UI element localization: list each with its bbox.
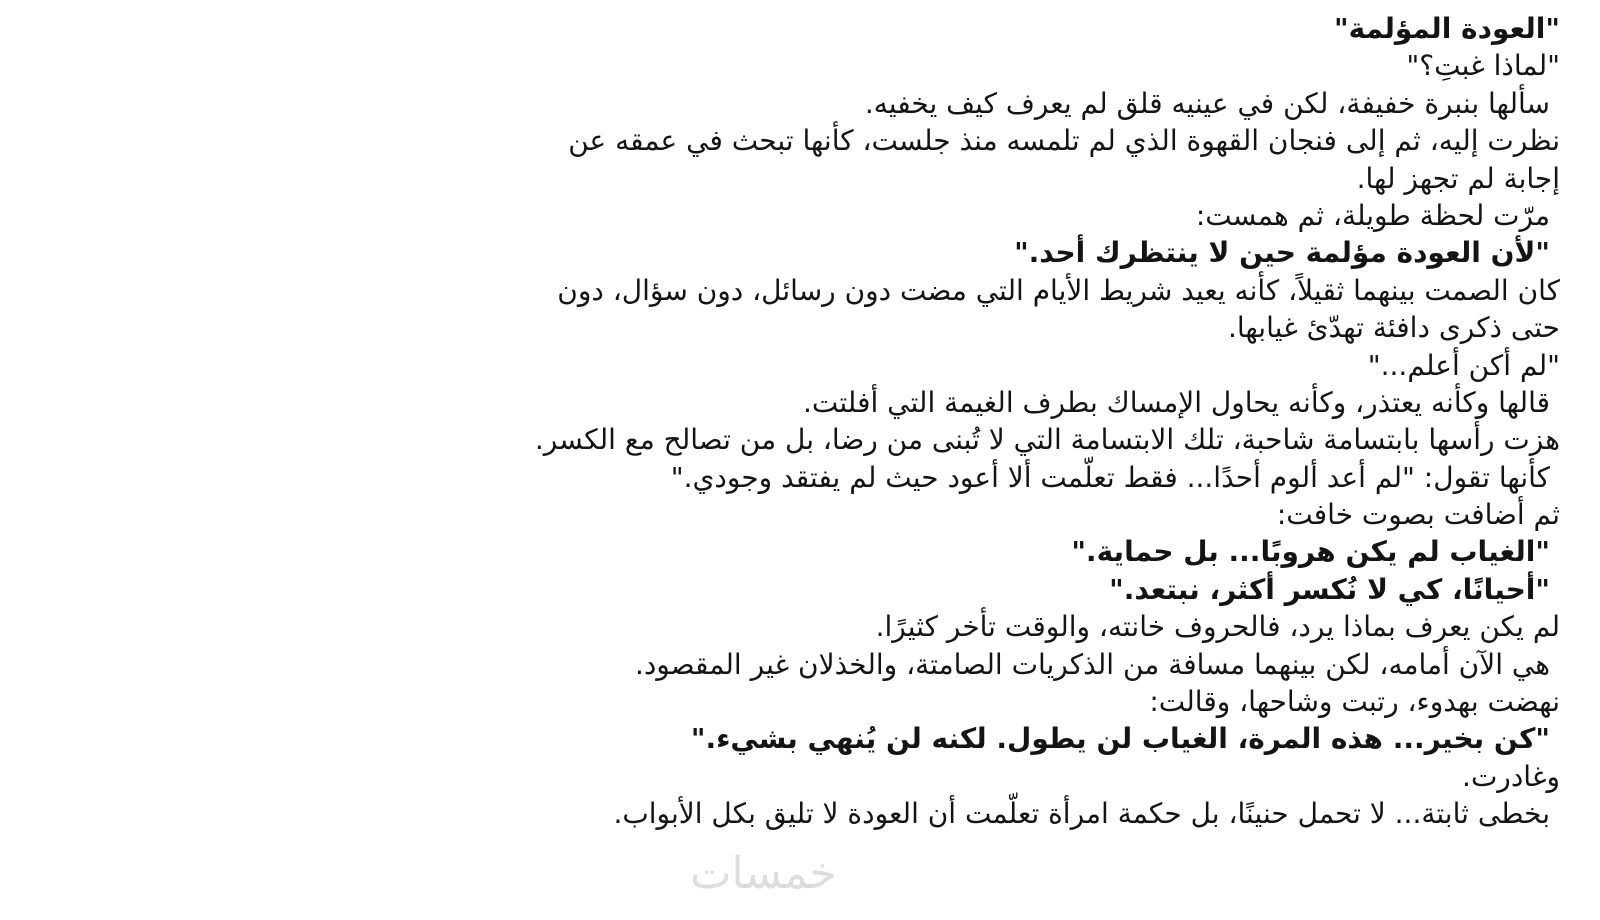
text-line: ثم أضافت بصوت خافت: — [1276, 498, 1560, 532]
text-line: مرّت لحظة طويلة، ثم همست: — [1195, 198, 1550, 232]
text-line: "لم أكن أعلم..." — [1367, 348, 1560, 382]
quote-line: "كن بخير... هذه المرة، الغياب لن يطول. لكنه لن يُنهي بشيء." — [690, 722, 1550, 756]
text-line: لم يكن يعرف بماذا يرد، فالحروف خانته، والوقت تأخر كثيرًا. — [875, 610, 1560, 644]
text-line: حتى ذكرى دافئة تهدّئ غيابها. — [1227, 311, 1560, 345]
text-line: نظرت إليه، ثم إلى فنجان القهوة الذي لم تلمسه منذ جلست، كأنها تبحث في عمقه عن — [568, 124, 1560, 158]
text-line: قالها وكأنه يعتذر، وكأنه يحاول الإمساك بطرف الغيمة التي أفلتت. — [802, 385, 1550, 419]
text-line: نهضت بهدوء، رتبت وشاحها، وقالت: — [1149, 685, 1560, 719]
quote-line: "لأن العودة مؤلمة حين لا ينتظرك أحد." — [1014, 236, 1550, 270]
document-page — [80, 10, 1560, 910]
text-line: بخطى ثابتة... لا تحمل حنينًا، بل حكمة امرأة تعلّمت أن العودة لا تليق بكل الأبواب. — [613, 797, 1550, 831]
quote-line: "الغياب لم يكن هروبًا... بل حماية." — [1071, 535, 1550, 569]
text-line: كان الصمت بينهما ثقيلاً، كأنه يعيد شريط الأيام التي مضت دون رسائل، دون سؤال، دون — [557, 273, 1560, 307]
watermark-logo: خمسات — [690, 848, 837, 899]
text-line: هي الآن أمامه، لكن بينهما مسافة من الذكريات الصامتة، والخذلان غير المقصود. — [634, 647, 1550, 681]
text-line: كأنها تقول: "لم أعد ألوم أحدًا... فقط تعلّمت ألا أعود حيث لم يفتقد وجودي." — [670, 460, 1550, 494]
text-line: وغادرت. — [1462, 759, 1560, 793]
text-line: سألها بنبرة خفيفة، لكن في عينيه قلق لم يعرف كيف يخفيه. — [864, 86, 1550, 120]
quote-line: "أحيانًا، كي لا نُكسر أكثر، نبتعد." — [1109, 572, 1550, 606]
text-line: "لماذا غبتِ؟" — [1406, 49, 1560, 83]
document-title: "العودة المؤلمة" — [1334, 12, 1560, 45]
text-line: إجابة لم تجهز لها. — [1356, 161, 1560, 195]
text-line: هزت رأسها بابتسامة شاحبة، تلك الابتسامة التي لا تُبنى من رضا، بل من تصالح مع الكسر. — [534, 423, 1560, 457]
